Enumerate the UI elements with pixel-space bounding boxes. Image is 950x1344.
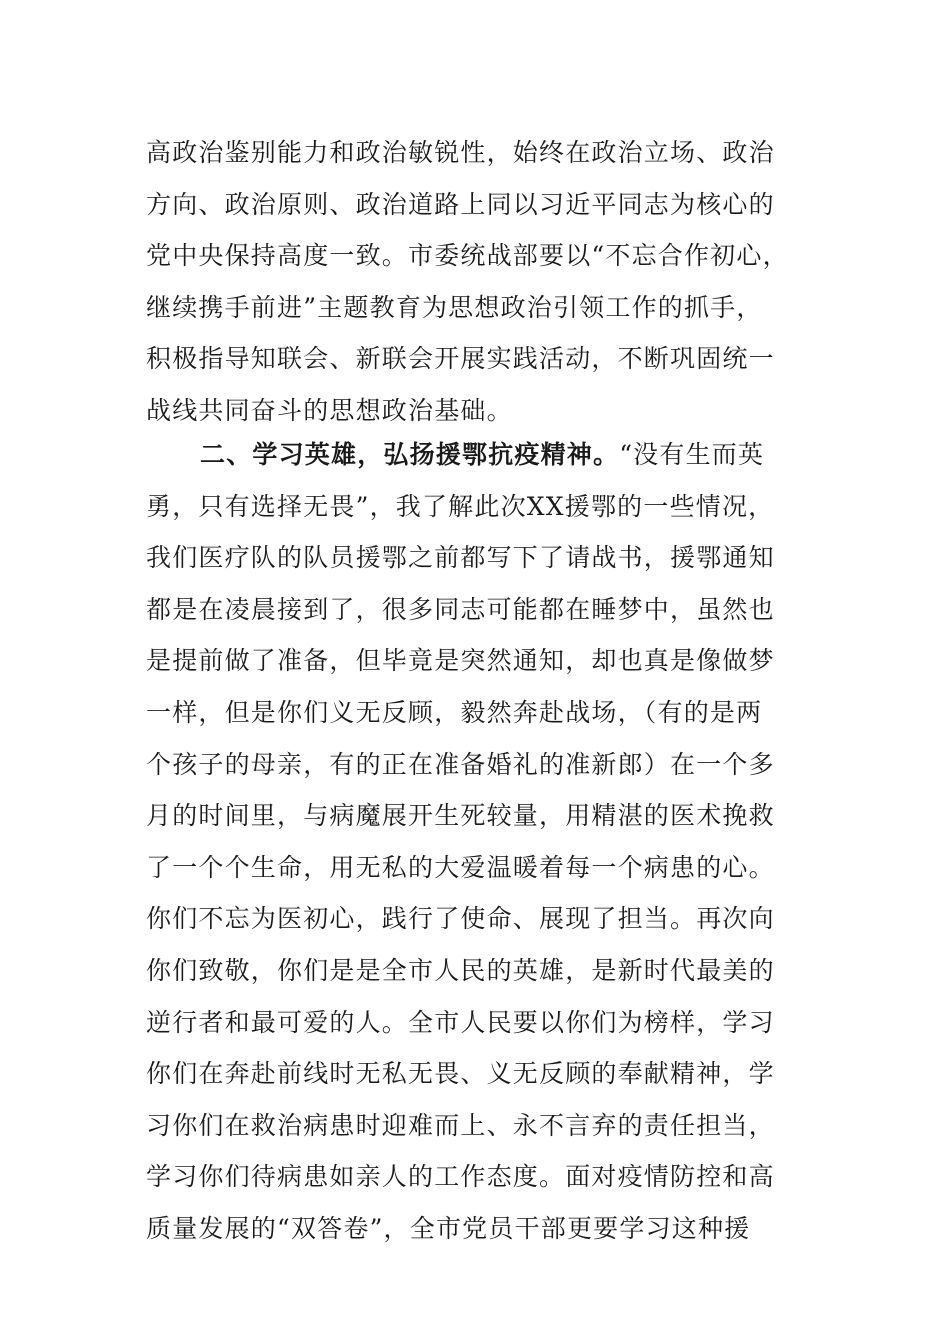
section-heading: 二、学习英雄，弘扬援鄂抗疫精神。 xyxy=(200,440,620,469)
text-line: 逆行者和最可爱的人。全市人民要以你们为榜样，学习 xyxy=(146,1007,775,1037)
paragraph-political-alignment xyxy=(146,127,806,437)
text-line: 都是在凌晨接到了，很多同志可能都在睡梦中，虽然也 xyxy=(146,594,775,624)
text-line: 我们医疗队的队员援鄂之前都写下了请战书，援鄂通知 xyxy=(146,543,775,573)
paragraph-first-line xyxy=(146,429,806,481)
text-line: 月的时间里，与病魔展开生死较量，用精湛的医术挽救 xyxy=(146,801,775,831)
text-line: 积极指导知联会、新联会开展实践活动，不断巩固统一 xyxy=(146,344,775,374)
text-line: 一样，但是你们义无反顾，毅然奔赴战场，（有的是两 xyxy=(146,697,763,727)
text-line: 方向、政治原则、政治道路上同以习近平同志为核心的 xyxy=(146,189,775,219)
text-line: 勇，只有选择无畏”，我了解此次XX援鄂的一些情况， xyxy=(146,491,775,521)
text-line: 了一个个生命，用无私的大爱温暖着每一个病患的心。 xyxy=(146,852,775,882)
paragraph-learn-from-heroes xyxy=(146,429,806,1255)
text-line: 你们不忘为医初心，践行了使命、展现了担当。再次向 xyxy=(146,904,775,934)
text-line: 继续携手前进”主题教育为思想政治引领工作的抓手， xyxy=(146,292,763,322)
text-line: 个孩子的母亲，有的正在准备婚礼的准新郎）在一个多 xyxy=(146,749,775,779)
text-line: 习你们在救治病患时迎难而上、永不言弃的责任担当， xyxy=(146,1110,775,1140)
text-line: 战线共同奋斗的思想政治基础。 xyxy=(146,395,513,425)
text-line: 高政治鉴别能力和政治敏锐性，始终在政治立场、政治 xyxy=(146,138,775,167)
text-line: 是提前做了准备，但毕竟是突然通知，却也真是像做梦 xyxy=(146,646,775,676)
text-fragment: “没有生而英 xyxy=(619,440,765,469)
text-line: 质量发展的“双答卷”，全市党员干部更要学习这种援 xyxy=(146,1213,751,1243)
text-line: 你们在奔赴前线时无私无畏、义无反顾的奉献精神，学 xyxy=(146,1059,775,1089)
text-line: 你们致敬，你们是是全市人民的英雄，是新时代最美的 xyxy=(146,955,775,985)
text-line: 党中央保持高度一致。市委统战部要以“不忘合作初心， xyxy=(146,241,789,271)
text-line: 学习你们待病患如亲人的工作态度。面对疫情防控和高 xyxy=(146,1162,775,1192)
